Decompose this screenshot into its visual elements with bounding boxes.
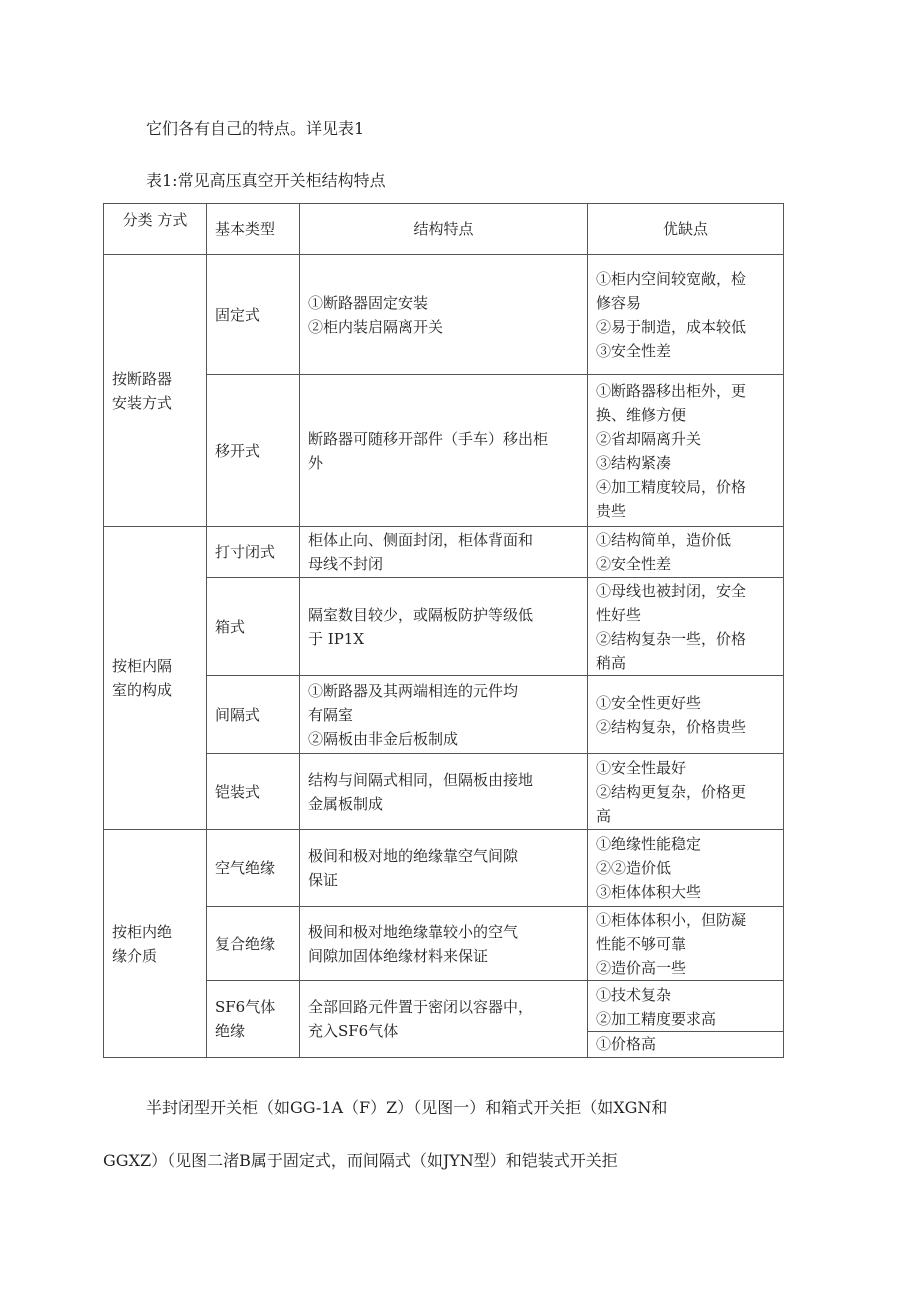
cell-line: 按柜内绝: [112, 922, 173, 941]
pros-cons-cell: [588, 578, 784, 676]
category-cell: [104, 527, 207, 830]
cell-line: 有隔室: [308, 705, 354, 724]
pros-cons-cell: [588, 754, 784, 830]
cell-line: ①母线也被封闭，安全: [596, 581, 747, 600]
basic-type-cell: [207, 527, 300, 578]
cell-line: ①价格高: [596, 1034, 657, 1053]
table-caption: 表1:常见高压真空开关柜结构特点: [146, 171, 386, 190]
cell-line: 箱式: [215, 617, 246, 636]
body-paragraph-line-1: 半封闭型开关柜（如GG-1A（F）Z）（见图一）和箱式开关拒（如XGN和: [146, 1098, 668, 1117]
cell-line: ②结构更复杂，价格更: [596, 782, 747, 801]
cell-line: 母线不封闭: [308, 555, 384, 573]
cell-line: 金属板制成: [308, 794, 384, 813]
basic-type-cell: [207, 754, 300, 830]
cell-line: ①安全性更好些: [596, 693, 702, 712]
structure-feature-cell: [300, 527, 588, 578]
cell-line: 间隔式: [215, 705, 261, 724]
cell-line: SF6气体: [215, 998, 276, 1016]
cell-line: ③安全性差: [596, 341, 672, 360]
cell-line: 结构与间隔式相同，但隔板由接地: [308, 770, 534, 789]
cell-line: 安装方式: [112, 393, 173, 412]
cell-line: 隔室数目较少，或隔板防护等级低: [308, 605, 534, 624]
cell-line: 空气绝缘: [215, 859, 276, 877]
cell-line: ①断路器及其两端相连的元件均: [308, 681, 519, 700]
pros-cons-cell: [588, 830, 784, 907]
pros-cons-cell: [588, 676, 784, 754]
cell-line: ②结构复杂，价格贵些: [596, 717, 747, 736]
structure-feature-cell: [300, 375, 588, 527]
cell-line: 修容易: [596, 293, 642, 312]
cell-line: ②省却隔离升关: [596, 429, 702, 448]
cell-line: ①结构简单，造价低: [596, 531, 732, 549]
table-header-row: [104, 204, 784, 255]
cell-line: 于 IP1X: [308, 629, 365, 648]
body-paragraph-line-2: GGXZ）（见图二渚B属于固定式，而间隔式（如JYN型）和铠装式开关拒: [103, 1151, 618, 1170]
cell-line: 性能不够可靠: [596, 934, 687, 953]
cabinet-structure-table: [103, 203, 784, 1058]
table-row: [104, 255, 784, 375]
pros-cons-cell: [588, 981, 784, 1058]
cell-line: ①安全性最好: [596, 758, 687, 777]
cell-line: 极间和极对地的绝缘靠空气间隙: [308, 847, 519, 865]
cell-line: 缘介质: [112, 946, 158, 965]
pros-cons-cell: [588, 375, 784, 527]
structure-feature-cell: [300, 578, 588, 676]
table-row: [104, 830, 784, 907]
cell-line: 室的构成: [112, 681, 173, 699]
cell-line: 充入SF6气体: [308, 1022, 399, 1040]
cell-line: ②②造价低: [596, 859, 672, 877]
basic-type-cell: [207, 676, 300, 754]
cell-line: ②隔板由非金后板制成: [308, 729, 459, 748]
cell-line: 绝缘: [215, 1022, 246, 1040]
cell-line: 换、维修方便: [596, 405, 687, 424]
category-cell: [104, 830, 207, 1058]
cell-line: 高: [596, 806, 612, 825]
cell-line: 外: [308, 453, 324, 472]
cell-line: ①断路器移出柜外，更: [596, 381, 747, 400]
basic-type-cell: [207, 578, 300, 676]
cell-line: ②易于制造，成本较低: [596, 317, 747, 336]
basic-type-cell: [207, 375, 300, 527]
structure-feature-cell: [300, 907, 588, 981]
cell-line: 铠装式: [215, 782, 261, 801]
cell-line: 按柜内隔: [112, 657, 173, 675]
cell-line: ②结构复杂一些，价格: [596, 629, 747, 648]
basic-type-cell: [207, 255, 300, 375]
header-structure-features: 结构特点: [300, 204, 588, 255]
table-body: [104, 204, 784, 1058]
header-category: 分类 方式: [104, 204, 207, 255]
cell-line: ①柜内空间较宽敞，检: [596, 269, 747, 288]
pros-cons-extra: [588, 1031, 783, 1056]
cell-line: 按断路器: [112, 369, 173, 388]
cell-line: 打寸闭式: [215, 543, 276, 561]
structure-feature-cell: [300, 830, 588, 907]
cell-line: 移开式: [215, 441, 261, 460]
header-pros-cons: 优缺点: [588, 204, 784, 255]
cell-line: ③柜体体积大些: [596, 883, 702, 901]
pros-cons-main: [596, 983, 775, 1031]
pros-cons-cell: [588, 907, 784, 981]
cell-line: ②加工精度要求高: [596, 1009, 717, 1028]
cell-line: 固定式: [215, 305, 261, 324]
cell-line: 全部回路元件置于密闭以容器中，: [308, 998, 534, 1016]
cell-line: 间隙加固体绝缘材料来保证: [308, 946, 489, 965]
cell-line: ①绝缘性能稳定: [596, 835, 702, 853]
cell-line: 保证: [308, 871, 339, 889]
cell-line: ②柜内装启隔离开关: [308, 317, 444, 336]
basic-type-cell: [207, 907, 300, 981]
pros-cons-cell: [588, 527, 784, 578]
pros-cons-cell: [588, 255, 784, 375]
basic-type-cell: [207, 981, 300, 1058]
structure-feature-cell: [300, 255, 588, 375]
cell-line: ④加工精度较局，价格: [596, 477, 747, 496]
cell-line: ②安全性差: [596, 555, 672, 573]
cell-line: 性好些: [596, 605, 642, 624]
cell-line: ①断路器固定安装: [308, 293, 429, 312]
cell-line: ③结构紧凑: [596, 453, 672, 472]
basic-type-cell: [207, 830, 300, 907]
cell-line: 柜体止向、侧面封闭，柜体背面和: [308, 531, 534, 549]
cell-line: 复合绝缘: [215, 934, 276, 953]
cell-line: 贵些: [596, 501, 627, 520]
category-cell: [104, 255, 207, 527]
header-basic-type: 基本类型: [207, 204, 300, 255]
cell-line: ①技术复杂: [596, 985, 672, 1004]
intro-text: 它们各有自己的特点。详见表1: [146, 119, 365, 138]
cell-line: 断路器可随移开部件（手车）移出柜: [308, 429, 549, 448]
cell-line: 极间和极对地绝缘靠较小的空气: [308, 922, 519, 941]
structure-feature-cell: [300, 981, 588, 1058]
cell-line: 稍高: [596, 653, 627, 672]
cell-line: ①柜体体积小，但防凝: [596, 910, 747, 929]
cell-line: ②造价高一些: [596, 958, 687, 977]
structure-feature-cell: [300, 754, 588, 830]
structure-feature-cell: [300, 676, 588, 754]
table-row: [104, 527, 784, 578]
